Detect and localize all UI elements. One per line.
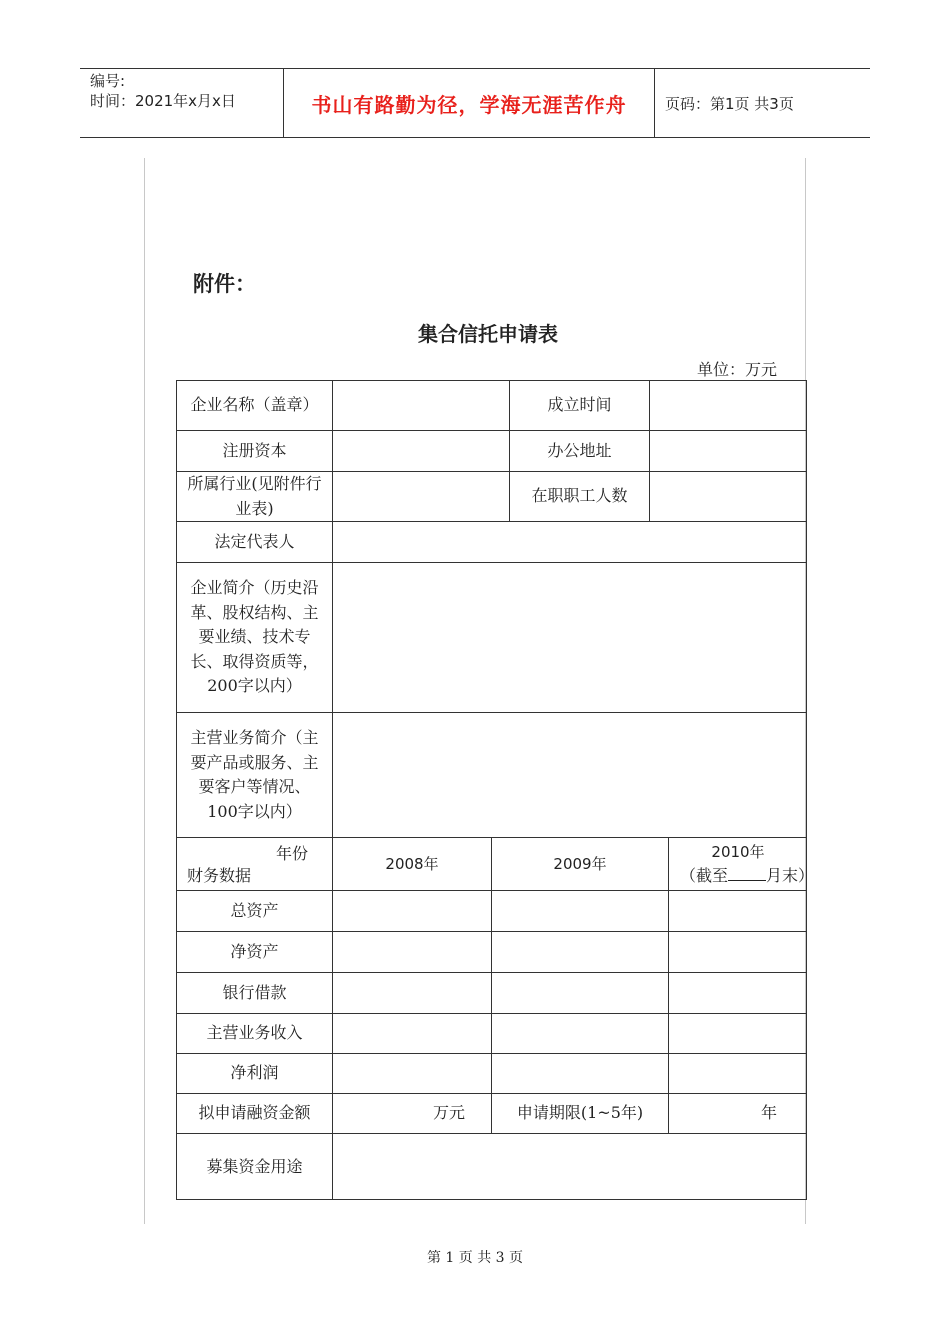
page-info-text: 页码：第1页 共3页 (665, 94, 794, 113)
net-profit-2010[interactable] (668, 1053, 807, 1093)
year-2010-note (680, 864, 814, 888)
application-form (176, 380, 815, 1200)
company-name-field[interactable] (332, 380, 509, 430)
term-field[interactable] (668, 1093, 807, 1133)
office-address-field[interactable] (649, 430, 807, 471)
net-assets-2010[interactable] (668, 931, 807, 972)
time-label: 时间：2021年x月x日 (90, 92, 236, 110)
note-prefix: （截至 (679, 866, 728, 885)
bank-loans-2009[interactable] (491, 972, 668, 1013)
header-page-info (655, 69, 870, 137)
office-address-label: 办公地址 (509, 430, 649, 471)
document-header (80, 68, 870, 138)
financing-amount-label: 拟申请融资金额 (176, 1093, 332, 1133)
company-intro-field[interactable] (332, 562, 807, 712)
total-assets-2010[interactable] (668, 890, 807, 931)
established-time-field[interactable] (649, 380, 807, 430)
month-blank[interactable] (728, 866, 766, 881)
term-label: 申请期限(1~5年) (491, 1093, 668, 1133)
net-assets-label: 净资产 (176, 931, 332, 972)
business-intro-label: 主营业务简介（主要产品或服务、主要客户等情况、100字以内） (176, 712, 332, 837)
bank-loans-label: 银行借款 (176, 972, 332, 1013)
employees-field[interactable] (649, 471, 807, 521)
note-suffix: 月末） (766, 866, 815, 885)
total-assets-2009[interactable] (491, 890, 668, 931)
net-profit-2008[interactable] (332, 1053, 491, 1093)
bank-loans-2010[interactable] (668, 972, 807, 1013)
main-revenue-2010[interactable] (668, 1013, 807, 1053)
header-meta (80, 69, 283, 137)
year-header-label: 年份 (275, 844, 308, 863)
main-revenue-label: 主营业务收入 (176, 1013, 332, 1053)
number-label: 编号: (90, 72, 126, 90)
year-2010-label: 2010年 (711, 843, 765, 861)
net-assets-2008[interactable] (332, 931, 491, 972)
year-2008-header: 2008年 (332, 837, 491, 890)
legal-rep-field[interactable] (332, 521, 807, 562)
industry-field[interactable] (332, 471, 509, 521)
registered-capital-field[interactable] (332, 430, 509, 471)
main-revenue-2008[interactable] (332, 1013, 491, 1053)
finance-header-label: 财务数据 (187, 865, 252, 885)
year-finance-header (176, 837, 332, 890)
business-intro-field[interactable] (332, 712, 807, 837)
year-2010-header (668, 837, 815, 890)
term-unit: 年 (760, 1103, 777, 1123)
legal-rep-label: 法定代表人 (176, 521, 332, 562)
company-name-label: 企业名称（盖章） (176, 380, 332, 430)
total-assets-2008[interactable] (332, 890, 491, 931)
year-2009-header: 2009年 (491, 837, 668, 890)
attachment-label: 附件： (193, 272, 256, 296)
motto-text: 书山有路勤为径，学海无涯苦作舟 (311, 92, 627, 117)
established-time-label: 成立时间 (509, 380, 649, 430)
page-footer: 第 1 页 共 3 页 (426, 1250, 524, 1266)
unit-label: 单位：万元 (697, 360, 778, 379)
employees-label: 在职职工人数 (509, 471, 649, 521)
net-profit-2009[interactable] (491, 1053, 668, 1093)
industry-label: 所属行业(见附件行业表) (176, 471, 332, 521)
form-title: 集合信托申请表 (418, 322, 558, 346)
net-profit-label: 净利润 (176, 1053, 332, 1093)
fund-usage-field[interactable] (332, 1133, 807, 1200)
bank-loans-2008[interactable] (332, 972, 491, 1013)
registered-capital-label: 注册资本 (176, 430, 332, 471)
net-assets-2009[interactable] (491, 931, 668, 972)
fund-usage-label: 募集资金用途 (176, 1133, 332, 1200)
total-assets-label: 总资产 (176, 890, 332, 931)
financing-amount-field[interactable] (332, 1093, 491, 1133)
main-revenue-2009[interactable] (491, 1013, 668, 1053)
amount-unit: 万元 (432, 1103, 465, 1123)
company-intro-label: 企业简介（历史沿革、股权结构、主要业绩、技术专长、取得资质等，200字以内） (176, 562, 332, 712)
header-motto-cell (283, 69, 655, 137)
